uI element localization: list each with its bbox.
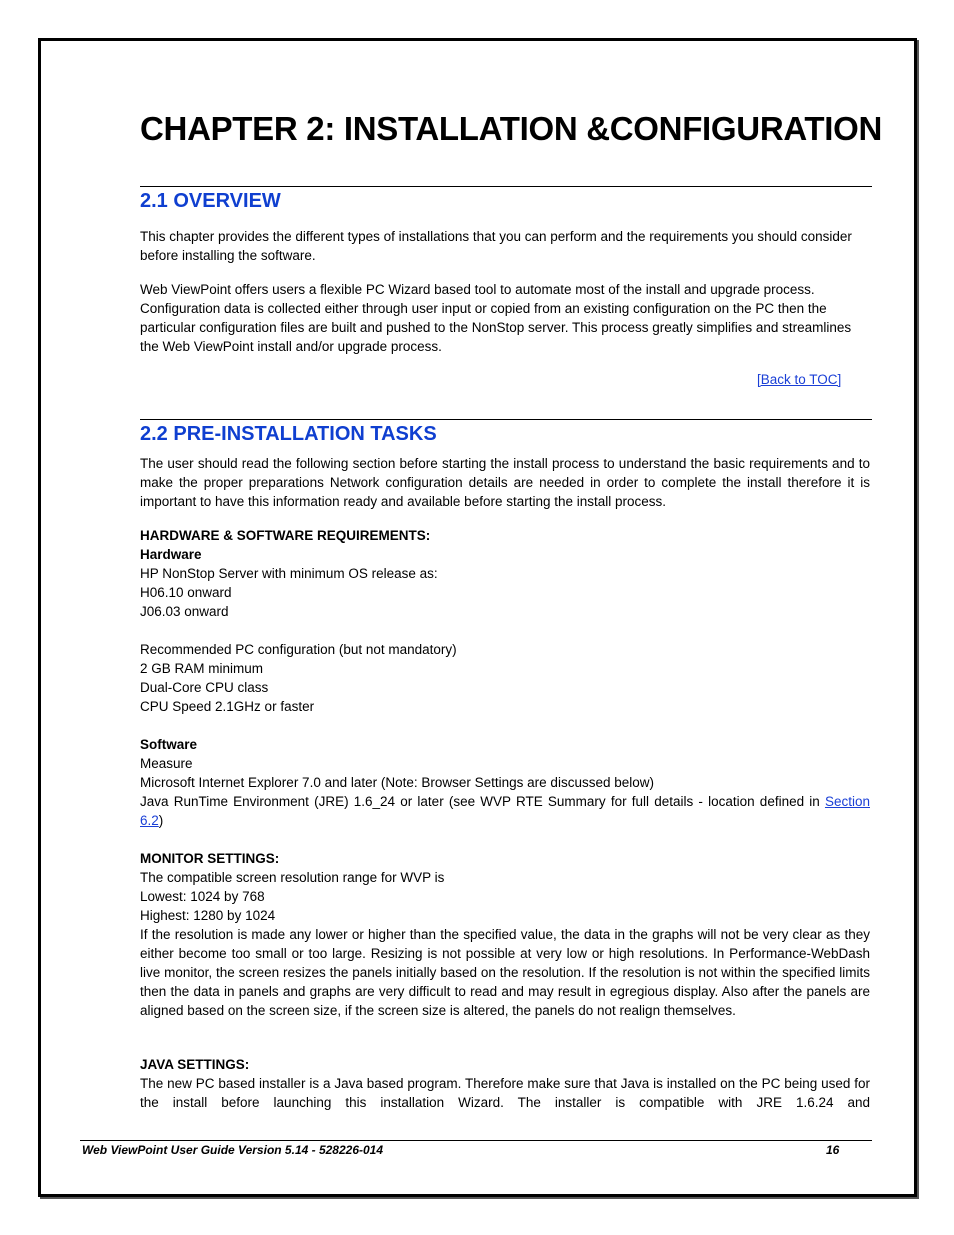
software-line: Measure — [140, 756, 193, 771]
software-list — [140, 754, 870, 792]
chapter-title: CHAPTER 2: INSTALLATION &CONFIGURATION — [140, 110, 883, 147]
pc-config-line: 2 GB RAM minimum — [140, 661, 264, 676]
footer-guide-title: Web ViewPoint User Guide Version 5.14 - 528226-014 — [82, 1143, 384, 1157]
section-6-2-link-cont[interactable]: 6.2 — [140, 813, 159, 828]
page-number: 16 — [826, 1143, 840, 1157]
footer-divider — [80, 1140, 872, 1141]
jre-requirement — [140, 792, 870, 830]
hardware-label: Hardware — [140, 547, 202, 562]
pc-config-line: CPU Speed 2.1GHz or faster — [140, 699, 315, 714]
hardware-line: H06.10 onward — [140, 585, 232, 600]
section-divider — [140, 419, 872, 420]
back-to-toc-link[interactable]: [Back to TOC] — [757, 372, 842, 387]
java-heading: JAVA SETTINGS: — [140, 1057, 250, 1072]
monitor-line: Highest: 1280 by 1024 — [140, 908, 276, 923]
pc-config-line: Recommended PC configuration (but not mandatory) — [140, 642, 457, 657]
preinstall-heading: 2.2 PRE-INSTALLATION TASKS — [140, 423, 437, 445]
monitor-line: Lowest: 1024 by 768 — [140, 889, 265, 904]
section-divider — [140, 186, 872, 187]
hardware-list — [140, 564, 870, 621]
pc-config-list — [140, 640, 870, 716]
overview-paragraph-1: This chapter provides the different types of installations that you can perform and the requirements you should consider before installing the software. — [140, 229, 852, 263]
pc-config-line: Dual-Core CPU class — [140, 680, 269, 695]
java-paragraph: The new PC based installer is a Java based program. Therefore make sure that Java is installed on the PC being used for the install before launching this installation Wizard. The installer is compatible with JRE 1.6.24 and — [140, 1076, 870, 1110]
section-6-2-link[interactable]: Section — [824, 794, 870, 809]
hardware-line: HP NonStop Server with minimum OS release as: — [140, 566, 438, 581]
monitor-heading: MONITOR SETTINGS: — [140, 851, 280, 866]
monitor-list — [140, 868, 870, 925]
hardware-line: J06.03 onward — [140, 604, 229, 619]
monitor-paragraph: If the resolution is made any lower or higher than the specified value, the data in the graphs will not be very clear as they either become too small or too large. Resizing is not possible at very low or high resolutions. In Performance-WebDash live monitor, the screen resizes the panels initially based on the resolution. If the resolution is not within the specified limits then the data in panels and graphs are very difficult to read and may result in egregious display. Also after the panels are aligned based on the screen size, if the screen size is altered, the panels do not realign themselves. — [140, 927, 870, 1018]
software-label: Software — [140, 737, 198, 752]
jre-text: Java RunTime Environment (JRE) 1.6_24 or later (see WVP RTE Summary for full details - location defined in — [140, 794, 825, 809]
hw-sw-heading: HARDWARE & SOFTWARE REQUIREMENTS: — [140, 528, 431, 543]
software-line: Microsoft Internet Explorer 7.0 and later (Note: Browser Settings are discussed below) — [140, 775, 654, 790]
overview-heading: 2.1 OVERVIEW — [140, 190, 281, 212]
jre-suffix: ) — [158, 813, 164, 828]
monitor-line: The compatible screen resolution range for WVP is — [140, 870, 445, 885]
overview-paragraph-2: Web ViewPoint offers users a flexible PC Wizard based tool to automate most of the install and upgrade process. Configuration data is collected either through user input or copied from an existing configuration on the PC then the particular configuration files are built and pushed to the NonStop server. This process greatly simplifies and streamlines the Web ViewPoint install and/or upgrade process. — [140, 282, 852, 354]
preinstall-intro: The user should read the following section before starting the install process to understand the basic requirements and to make the proper preparations Network configuration details are needed in order to complete the install therefore it is important to have this information ready and available before starting the install process. — [140, 456, 870, 509]
